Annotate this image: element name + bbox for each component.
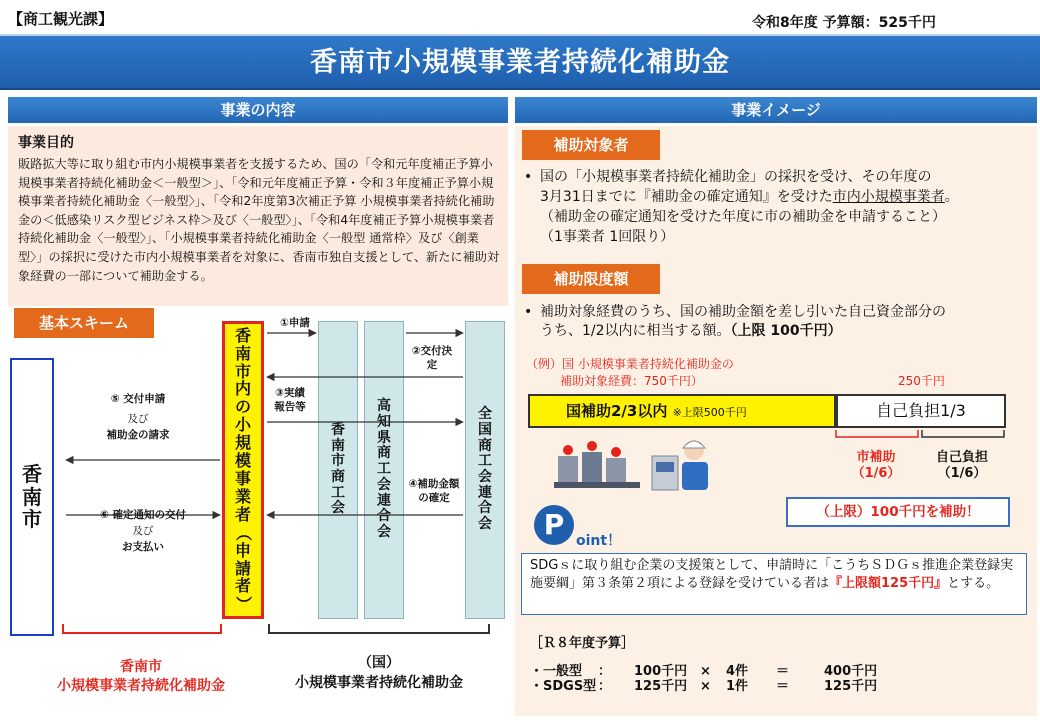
target-line-2 bbox=[540, 188, 959, 207]
purpose-title: 事業目的 bbox=[18, 135, 74, 151]
budget-cell-name: ・一般型 bbox=[530, 664, 583, 679]
org2-label-char: 県 bbox=[377, 429, 391, 446]
budget-cell-unit: 100千円 bbox=[634, 664, 688, 679]
purpose-text: 販路拡大等に取り組む市内小規模事業者を支援するため、国の「令和元年度補正予算小規模事業者持続化補助金＜一般型＞」、「令和元年度補正予算・令和３年度補正予算小規模事業者持続化補助金〈一般型〉」、「令和2年度第3次補正予算 小規模事業者持続化補助金の＜低感染リスク型ビジネス枠＞及び〈一般型〉」、「令和4年度補正予算小規模事業者持続化補助金〈一般型〉」、「小規模事業者持続化補助金〈一般型 通常枠〉及び〈創業型〉」の採択に受けた市内小規模事業者を対象に、香南市独自支援として、新たに補助対象経費の一部について補助金する。 bbox=[18, 157, 500, 283]
self-share-label: 自己負担 bbox=[935, 450, 988, 465]
business-image-heading: 事業イメージ bbox=[515, 97, 1037, 123]
target-tag: 補助対象者 bbox=[522, 130, 660, 160]
target-line-4: （1事業者 1回限り） bbox=[540, 229, 675, 245]
org2-label-char: 工 bbox=[377, 461, 391, 478]
applicant-label-char: 小 bbox=[234, 415, 251, 435]
budget-cell-count: 1件 bbox=[726, 679, 749, 694]
city-share-bracket bbox=[836, 430, 918, 437]
budget-cell-total: 125千円 bbox=[824, 679, 878, 694]
org3-label-char: 全 bbox=[478, 406, 492, 423]
org2-label-char: 高 bbox=[377, 398, 391, 415]
budget-cell-sep: ： bbox=[598, 679, 612, 694]
org3-label-char: 国 bbox=[478, 421, 492, 438]
target-line-2c: 。 bbox=[944, 189, 959, 205]
point-label: oint！ bbox=[576, 533, 622, 549]
org3-label-char: 会 bbox=[478, 516, 492, 533]
applicant-label-char: 事 bbox=[234, 469, 251, 488]
limit-line-2 bbox=[540, 322, 842, 341]
city-bracket bbox=[62, 624, 222, 634]
limit-line-2-text: うち、1/2以内に相当する額。 bbox=[540, 323, 731, 339]
factory-machines-icon bbox=[552, 438, 644, 494]
target-line-3: （補助金の確定通知を受けた年度に市の補助金を申請すること） bbox=[540, 209, 946, 225]
target-line-2a: 3月31日までに『補助金の確定通知』を受けた bbox=[540, 189, 833, 205]
limit-bullet: • bbox=[524, 304, 533, 320]
budget-title: ［Ｒ８年度予算］ bbox=[530, 636, 635, 651]
org1-label-char: 商 bbox=[331, 469, 345, 485]
org2-label-char: 会 bbox=[377, 523, 391, 540]
org2-label-char: 会 bbox=[377, 476, 391, 493]
point-letter: P bbox=[543, 508, 565, 541]
applicant-label-char: の bbox=[234, 397, 251, 417]
applicant-label-char: 規 bbox=[234, 433, 251, 453]
org2-label-char: 商 bbox=[377, 445, 391, 462]
org1-label-char: 南 bbox=[331, 437, 345, 454]
city-label-char: 市 bbox=[22, 507, 42, 532]
applicant-label-char: （ bbox=[233, 524, 253, 541]
sdgs-text-a: SDGｓに取り組む企業の支援策として、申請時に「こうちＳＤＧｓ推進企業登録実施要綱」第３条第２項による登録を受けている者は bbox=[530, 558, 1014, 591]
self-share-bracket bbox=[922, 430, 1004, 437]
self-share-bar: 自己負担1/3 bbox=[836, 394, 1006, 428]
budget-cell-eq: ＝ bbox=[776, 664, 790, 679]
target-line-2b: 市内小規模事業者 bbox=[832, 189, 945, 205]
limit-line-1: 補助対象経費のうち、国の補助金額を差し引いた自己資金部分の bbox=[540, 304, 946, 320]
applicant-label-char: 申 bbox=[234, 540, 251, 560]
example-line-2: 補助対象経費：750千円） bbox=[560, 374, 703, 388]
budget-cell-eq: ＝ bbox=[776, 679, 790, 694]
budget-cell-sep: ： bbox=[598, 664, 612, 679]
applicant-label-char: 模 bbox=[234, 451, 251, 471]
org3-label-char: 工 bbox=[478, 453, 492, 470]
national-share: 国補助2/3以内 bbox=[566, 402, 668, 420]
budget-cell-total: 400千円 bbox=[824, 664, 878, 679]
org1-label-char: 香 bbox=[331, 421, 345, 438]
applicant-label-char: 業 bbox=[234, 486, 251, 506]
org1-label-char: 工 bbox=[331, 484, 345, 501]
step5-title: ⑤ 交付申請 bbox=[110, 393, 166, 405]
self-amount: 250千円 bbox=[898, 374, 945, 388]
national-bracket bbox=[268, 624, 490, 634]
org1-label-char: 市 bbox=[331, 453, 345, 470]
applicant-label-char: 内 bbox=[234, 379, 251, 399]
applicant-label-char: 者 bbox=[234, 504, 251, 524]
step5-and: 及び bbox=[127, 413, 149, 425]
step4-label: ④補助金額の確定 bbox=[408, 478, 460, 504]
org3-label-char: 会 bbox=[478, 469, 492, 485]
city-subsidy-label-1: 香南市 bbox=[120, 659, 162, 675]
org2-label-char: 連 bbox=[377, 492, 391, 509]
budget-cell-x: × bbox=[700, 679, 711, 694]
step2-label: ②交付決定 bbox=[411, 345, 453, 371]
department-label: 【商工観光課】 bbox=[8, 10, 114, 28]
org2-label-char: 知 bbox=[377, 414, 391, 431]
national-share-bar bbox=[528, 394, 836, 428]
step5-sub: 補助金の請求 bbox=[106, 429, 170, 441]
target-line-1: 国の「小規模事業者持続化補助金」の採択を受け、その年度の bbox=[540, 169, 932, 185]
budget-cell-count: 4件 bbox=[726, 664, 749, 679]
applicant-label-char: 南 bbox=[234, 343, 251, 363]
city-share-label: 市補助 bbox=[856, 450, 896, 465]
page-title: 香南市小規模事業者持続化補助金 bbox=[0, 34, 1040, 90]
limit-tag: 補助限度額 bbox=[522, 264, 660, 294]
org3-label-char: 商 bbox=[478, 437, 492, 454]
applicant-label-char: 者 bbox=[234, 576, 251, 596]
step3-label: ③実績報告等 bbox=[274, 387, 306, 413]
budget-row bbox=[530, 664, 910, 679]
org3-label-char: 合 bbox=[478, 500, 492, 517]
budget-cell-unit: 125千円 bbox=[634, 679, 688, 694]
budget-row bbox=[530, 679, 910, 694]
worker-icon bbox=[650, 434, 716, 494]
city-subsidy-label-2: 小規模事業者持続化補助金 bbox=[57, 678, 225, 694]
share-brackets bbox=[830, 428, 1010, 448]
budget-cell-x: × bbox=[700, 664, 711, 679]
org3-label-char: 連 bbox=[478, 484, 492, 501]
national-subsidy-label-1: （国） bbox=[358, 655, 400, 671]
org1-label-char: 会 bbox=[331, 500, 345, 517]
cap-callout: （上限）100千円を補助！ bbox=[786, 497, 1010, 527]
org2-label-char: 合 bbox=[377, 508, 391, 525]
national-cap: ※上限500千円 bbox=[672, 406, 747, 419]
applicant-label-char: 請 bbox=[234, 558, 251, 578]
sdgs-text-c: とする。 bbox=[947, 576, 1000, 591]
sdgs-text-b: 『上限額125千円』 bbox=[829, 576, 948, 591]
self-share-ratio: （1/6） bbox=[937, 466, 987, 481]
step6-sub: お支払い bbox=[122, 541, 164, 553]
applicant-label-char: 市 bbox=[234, 361, 251, 381]
example-line-1: （例）国 小規模事業者持続化補助金の bbox=[526, 357, 734, 371]
step6-and: 及び bbox=[132, 525, 154, 537]
budget-table bbox=[530, 664, 910, 694]
basic-scheme-tag: 基本スキーム bbox=[14, 308, 154, 338]
target-bullet: • bbox=[524, 169, 533, 185]
national-subsidy-label-2: 小規模事業者持続化補助金 bbox=[295, 675, 463, 691]
city-label-char: 香 bbox=[22, 462, 42, 487]
step1-label: ①申請 bbox=[280, 317, 310, 329]
city-label-char: 南 bbox=[22, 484, 42, 509]
limit-cap: （上限 100千円） bbox=[730, 323, 842, 339]
step6-title: ⑥ 確定通知の交付 bbox=[99, 509, 187, 521]
budget-cell-name: ・SDGS型 bbox=[530, 679, 597, 694]
budget-amount: 令和8年度 予算額：525千円 bbox=[752, 15, 936, 31]
city-share-ratio: （1/6） bbox=[851, 466, 901, 481]
applicant-label-char: 香 bbox=[234, 325, 251, 345]
sdgs-note bbox=[521, 553, 1027, 615]
applicant-label-char: ） bbox=[233, 596, 253, 613]
business-content-heading: 事業の内容 bbox=[8, 97, 508, 123]
